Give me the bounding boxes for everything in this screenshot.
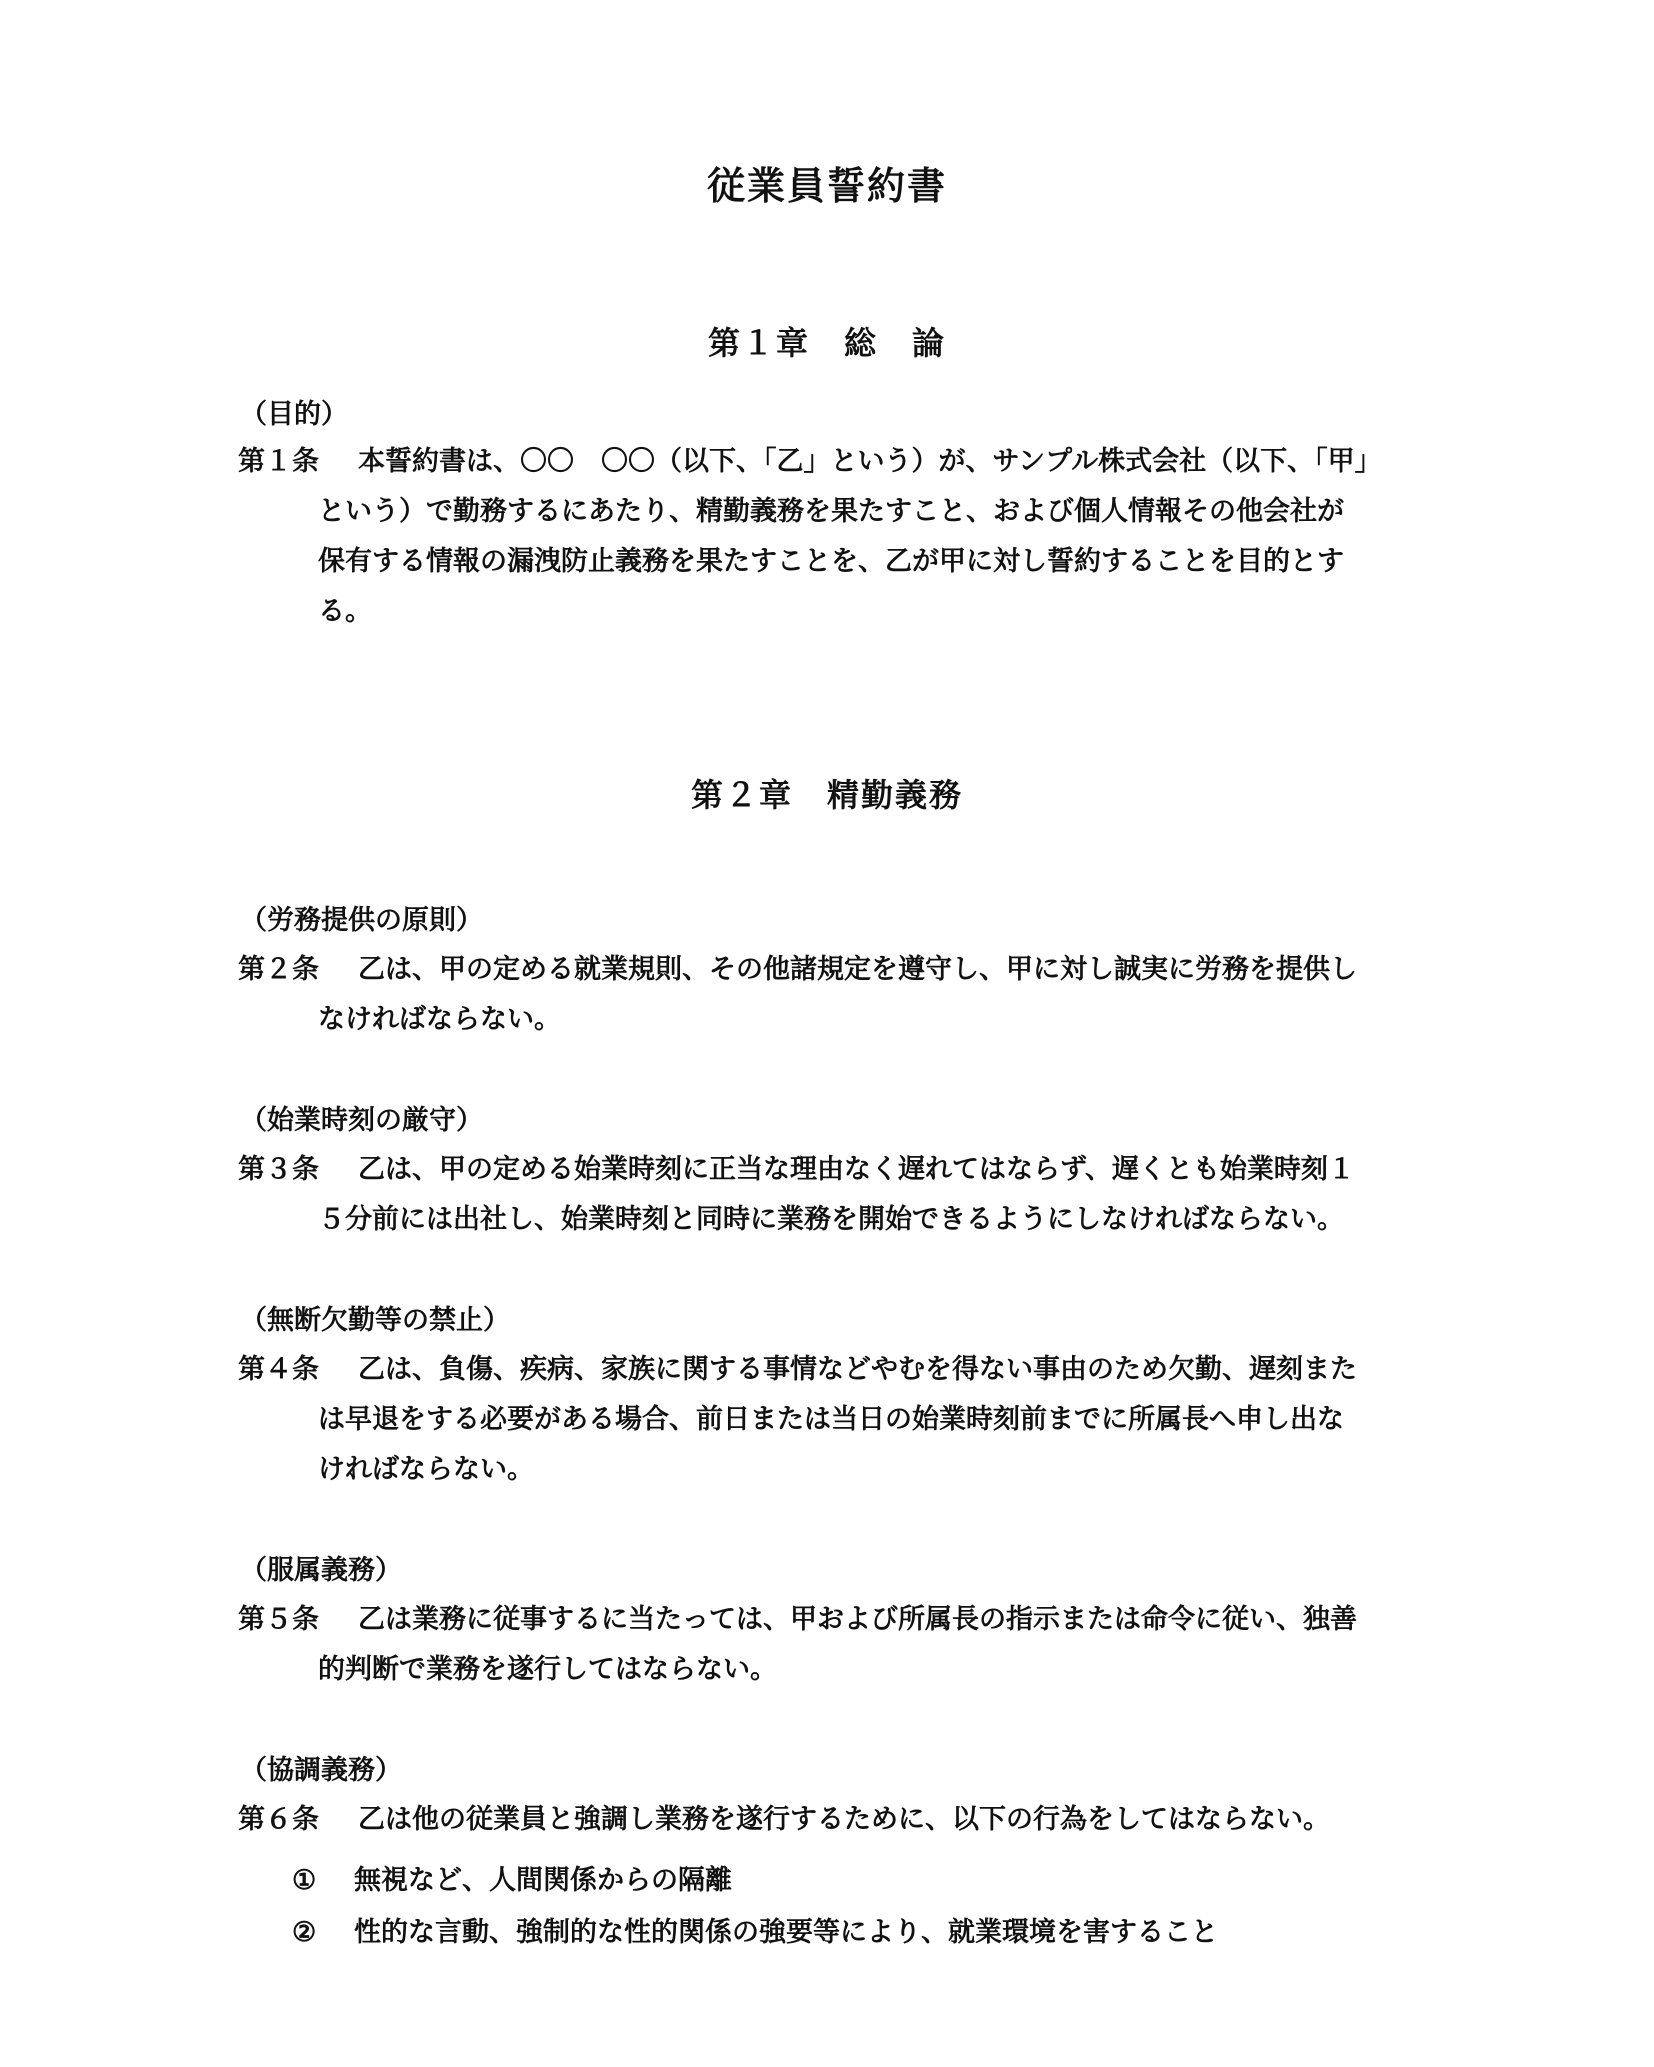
article-text: 乙は、甲の定める始業時刻に正当な理由なく遅れてはならず、遅くとも始業時刻１ — [358, 1154, 1355, 1185]
article-4 — [238, 1345, 1438, 1495]
article-1 — [238, 437, 1438, 637]
article-line — [238, 1795, 1438, 1845]
article-5 — [238, 1595, 1438, 1695]
article-line: という）で勤務するにあたり、精勤義務を果たすこと、および個人情報その他会社が — [318, 496, 1344, 527]
document-title: 従業員誓約書 — [706, 163, 947, 208]
item-text: 無視など、人間関係からの隔離 — [354, 1865, 732, 1896]
list-item — [292, 1910, 1218, 1949]
article-text: 乙は、負傷、疾病、家族に関する事情などやむを得ない事由のため欠勤、遅刻また — [358, 1354, 1357, 1385]
article-line: 的判断で業務を遂行してはならない。 — [318, 1654, 777, 1685]
article-number: 第３条 — [238, 1154, 319, 1185]
article-text: 乙は、甲の定める就業規則、その他諸規定を遵守し、甲に対し誠実に労務を提供し — [358, 954, 1357, 985]
item-text: 性的な言動、強制的な性的関係の強要等により、就業環境を害すること — [354, 1917, 1218, 1948]
article-line — [238, 945, 1438, 995]
article-3 — [238, 1145, 1438, 1245]
article-text: 乙は他の従業員と強調し業務を遂行するために、以下の行為をしてはならない。 — [358, 1804, 1330, 1835]
article-line — [238, 437, 1438, 487]
article-3-caption: （始業時刻の厳守） — [240, 1105, 483, 1136]
article-number: 第５条 — [238, 1604, 319, 1635]
article-line: ければならない。 — [318, 1454, 534, 1485]
article-line: 保有する情報の漏洩防止義務を果たすことを、乙が甲に対し誓約することを目的とす — [318, 546, 1344, 577]
list-item — [292, 1858, 732, 1897]
article-number: 第６条 — [238, 1804, 319, 1835]
article-1-caption: （目的） — [240, 399, 348, 430]
article-6-caption: （協調義務） — [240, 1755, 402, 1786]
article-line — [238, 1145, 1438, 1195]
article-line — [238, 1345, 1438, 1395]
article-number: 第１条 — [238, 446, 319, 477]
item-marker: ① — [292, 1865, 317, 1896]
article-line: なければならない。 — [318, 1004, 561, 1035]
article-6 — [238, 1795, 1438, 1845]
article-line — [238, 1595, 1438, 1645]
article-2-caption: （労務提供の原則） — [240, 905, 483, 936]
article-text: 乙は業務に従事するに当たっては、甲および所属長の指示または命令に従い、独善 — [358, 1604, 1357, 1635]
article-line: ５分前には出社し、始業時刻と同時に業務を開始できるようにしなければならない。 — [318, 1204, 1344, 1235]
article-line: は早退をする必要がある場合、前日または当日の始業時刻前までに所属長へ申し出な — [318, 1404, 1344, 1435]
item-marker: ② — [292, 1917, 317, 1948]
chapter-2-heading: 第２章 精勤義務 — [690, 776, 963, 814]
chapter-1-heading: 第１章 総 論 — [707, 324, 946, 362]
article-4-caption: （無断欠勤等の禁止） — [240, 1305, 510, 1336]
article-5-caption: （服属義務） — [240, 1555, 402, 1586]
article-2 — [238, 945, 1438, 1045]
article-number: 第２条 — [238, 954, 319, 985]
article-line: る。 — [318, 596, 372, 627]
article-number: 第４条 — [238, 1354, 319, 1385]
article-text: 本誓約書は、〇〇 〇〇（以下、「乙」という）が、サンプル株式会社（以下、「甲」 — [358, 446, 1382, 477]
